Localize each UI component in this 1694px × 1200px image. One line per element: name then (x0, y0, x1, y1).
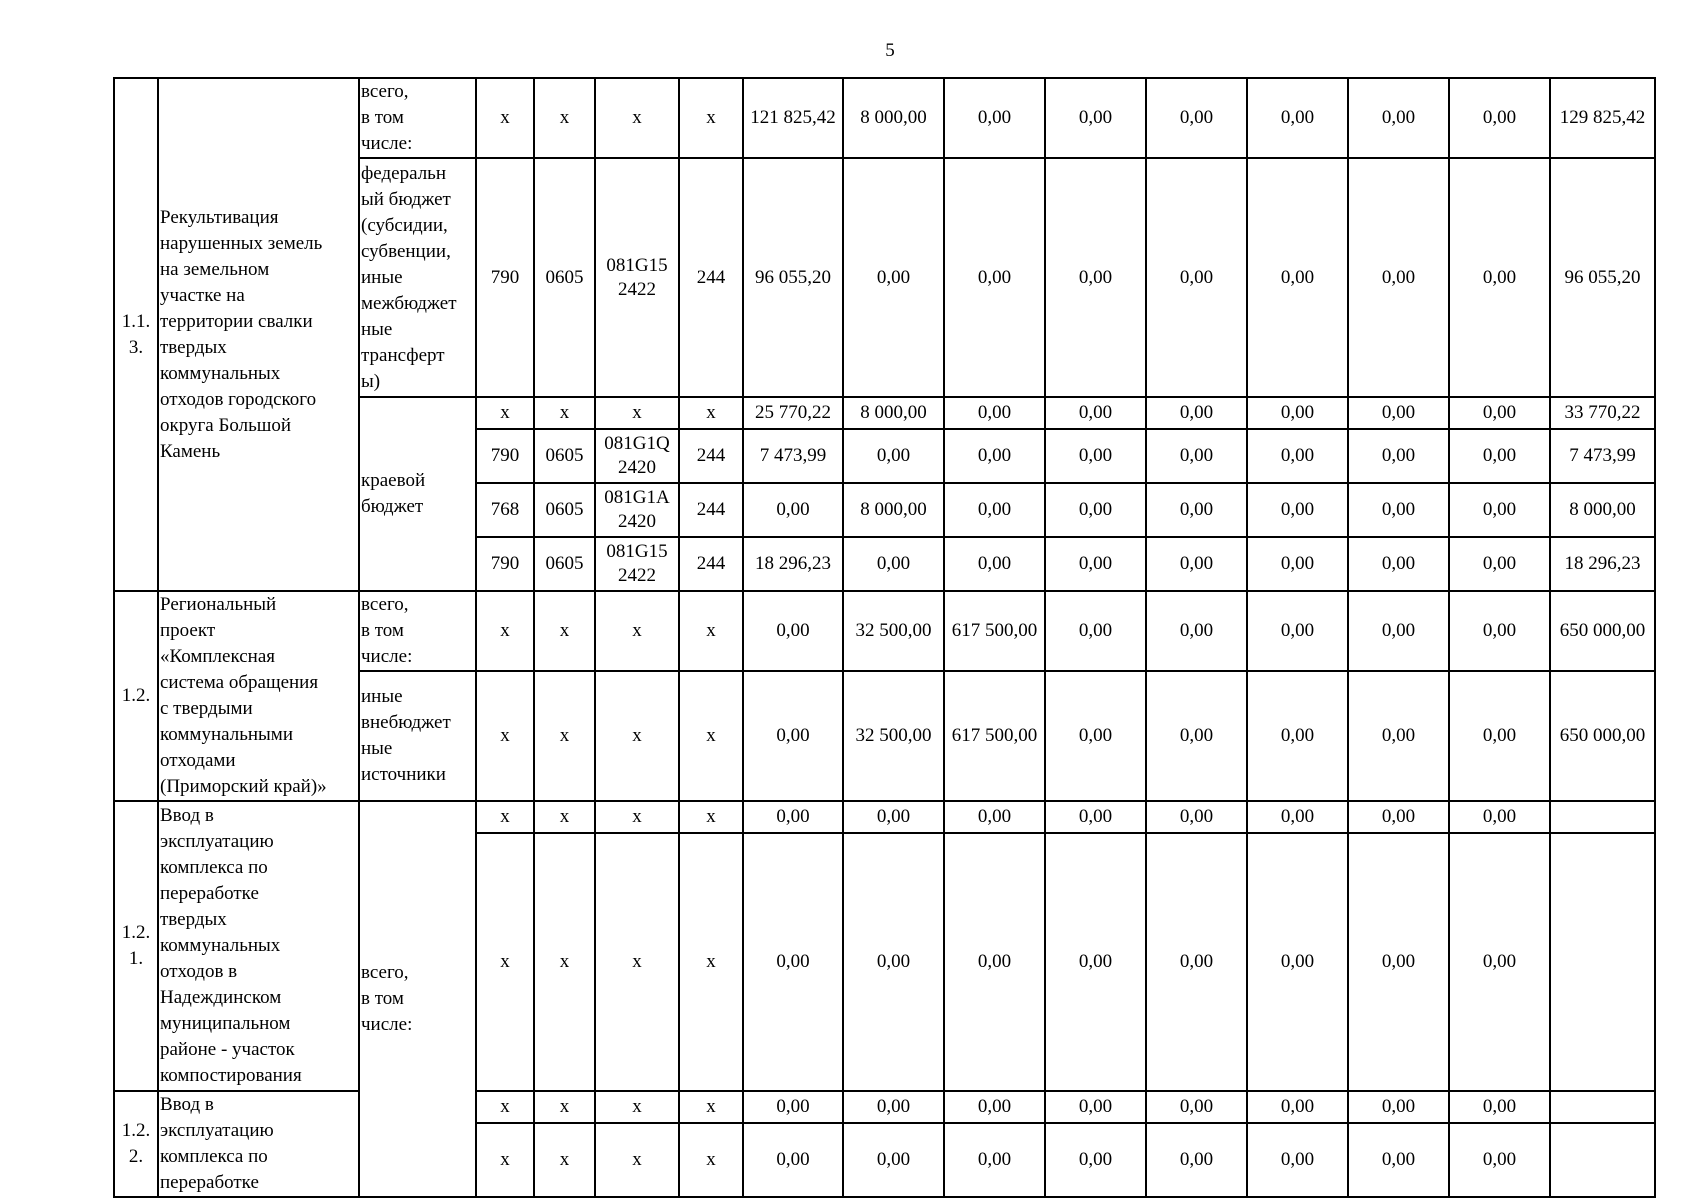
row-index-part: 1.2. (121, 922, 151, 943)
csr-code (595, 158, 679, 397)
source-line: внебюджет (361, 712, 451, 733)
vr-code: x (679, 833, 743, 1091)
value-cell: 0,00 (1045, 1091, 1146, 1123)
vr-code: x (679, 397, 743, 429)
value-cell: 0,00 (843, 801, 944, 833)
page-number: 5 (885, 40, 895, 61)
value-cell: 0,00 (743, 1091, 843, 1123)
value-cell: 0,00 (1449, 801, 1550, 833)
event-name-line: Ввод в (160, 1094, 214, 1115)
source-line: (субсидии, (361, 214, 448, 236)
rz-pr-code: 0605 (534, 537, 595, 591)
source-line: ы) (361, 370, 381, 392)
value-cell: 0,00 (944, 397, 1045, 429)
value-cell: 0,00 (1247, 1123, 1348, 1197)
value-cell: 121 825,42 (743, 78, 843, 158)
csr-code (595, 483, 679, 537)
value-cell: 0,00 (1247, 537, 1348, 591)
value-cell: 0,00 (743, 1123, 843, 1197)
value-cell: 0,00 (1146, 1091, 1247, 1123)
csr-code-part: 2420 (618, 457, 656, 478)
grbs-code: 768 (476, 483, 534, 537)
total-cell: 650 000,00 (1550, 671, 1655, 801)
rz-pr-code: x (534, 1091, 595, 1123)
total-cell (1550, 1123, 1655, 1197)
value-cell: 7 473,99 (743, 429, 843, 483)
csr-code-part: 2422 (618, 565, 656, 586)
event-name-line: Региональный (160, 594, 277, 615)
source-line: в том (361, 988, 404, 1009)
vr-code: 244 (679, 158, 743, 397)
value-cell: 18 296,23 (743, 537, 843, 591)
row-index-part: 2. (128, 1146, 144, 1167)
source-line: числе: (361, 646, 413, 667)
value-cell: 0,00 (1348, 1091, 1449, 1123)
value-cell: 0,00 (1045, 483, 1146, 537)
event-name-line: Рекультивация (160, 206, 279, 228)
value-cell: 0,00 (1449, 1123, 1550, 1197)
value-cell: 0,00 (1146, 78, 1247, 158)
source-line: иные (361, 266, 403, 288)
value-cell: 0,00 (944, 1091, 1045, 1123)
event-name-line: муниципальном (160, 1013, 291, 1034)
event-name-line: коммунальными (160, 724, 293, 745)
event-name-line: районе - участок (160, 1039, 295, 1060)
source-line: субвенции, (361, 240, 451, 262)
rz-pr-code: x (534, 1123, 595, 1197)
vr-code: 244 (679, 537, 743, 591)
event-name (158, 801, 359, 1091)
value-cell: 0,00 (1247, 671, 1348, 801)
value-cell: 0,00 (1045, 801, 1146, 833)
source-line: ные (361, 318, 393, 340)
value-cell: 0,00 (1247, 483, 1348, 537)
source-line: трансферт (361, 344, 445, 366)
value-cell: 0,00 (1247, 591, 1348, 671)
value-cell: 0,00 (843, 1091, 944, 1123)
event-name-line: отходами (160, 750, 236, 771)
row-index (114, 78, 158, 591)
value-cell: 32 500,00 (843, 671, 944, 801)
csr-code: x (595, 78, 679, 158)
value-cell: 0,00 (1449, 78, 1550, 158)
value-cell: 0,00 (1146, 397, 1247, 429)
value-cell: 0,00 (743, 483, 843, 537)
value-cell: 0,00 (1449, 537, 1550, 591)
csr-code: x (595, 833, 679, 1091)
event-name-line: коммунальных (160, 935, 281, 956)
row-index-part: 1.2. (121, 1120, 151, 1141)
csr-code-part: 2422 (618, 278, 656, 300)
event-name-line: эксплуатацию (160, 831, 274, 852)
event-name (158, 78, 359, 591)
value-cell: 0,00 (1247, 833, 1348, 1091)
value-cell: 0,00 (1449, 158, 1550, 397)
event-name-line: переработке (160, 883, 259, 904)
event-name-line: коммунальных (160, 362, 281, 384)
value-cell: 0,00 (843, 429, 944, 483)
value-cell: 0,00 (743, 801, 843, 833)
event-name-line: комплекса по (160, 1146, 268, 1167)
total-cell: 18 296,23 (1550, 537, 1655, 591)
event-name-line: округа Большой (160, 414, 292, 436)
event-name-line: твердых (160, 336, 227, 358)
event-name-line: переработке (160, 1172, 259, 1193)
vr-code: x (679, 78, 743, 158)
value-cell: 0,00 (1045, 537, 1146, 591)
value-cell: 0,00 (843, 1123, 944, 1197)
value-cell: 0,00 (1146, 158, 1247, 397)
value-cell: 0,00 (1449, 591, 1550, 671)
value-cell: 0,00 (1449, 429, 1550, 483)
total-cell (1550, 1091, 1655, 1123)
value-cell: 0,00 (944, 801, 1045, 833)
source-line: в том (361, 620, 404, 641)
funding-source (359, 591, 476, 671)
event-name-line: эксплуатацию (160, 1120, 274, 1141)
csr-code (595, 537, 679, 591)
source-line: источники (361, 764, 446, 785)
event-name-line: Камень (160, 440, 221, 462)
vr-code: x (679, 1091, 743, 1123)
grbs-code: x (476, 591, 534, 671)
event-name-line: Ввод в (160, 805, 214, 826)
source-line: федеральн (361, 162, 447, 184)
source-line: иные (361, 686, 403, 707)
grbs-code: x (476, 671, 534, 801)
funding-source (359, 78, 476, 158)
source-line: всего, (361, 962, 409, 983)
grbs-code: x (476, 78, 534, 158)
source-line: ные (361, 738, 393, 759)
event-name-line: твердых (160, 909, 227, 930)
csr-code: x (595, 801, 679, 833)
funding-source (359, 397, 476, 591)
table-row (114, 591, 1655, 671)
value-cell: 0,00 (1146, 483, 1247, 537)
csr-code: x (595, 1123, 679, 1197)
value-cell: 0,00 (1247, 1091, 1348, 1123)
event-name-line: отходов в (160, 961, 238, 982)
source-line: числе: (361, 133, 413, 154)
value-cell: 0,00 (1449, 1091, 1550, 1123)
value-cell: 0,00 (944, 537, 1045, 591)
value-cell: 0,00 (1348, 483, 1449, 537)
row-index (114, 801, 158, 1091)
event-name-line: на земельном (160, 258, 270, 280)
value-cell: 0,00 (1247, 78, 1348, 158)
event-name-line: «Комплексная (160, 646, 276, 667)
value-cell: 0,00 (1045, 397, 1146, 429)
value-cell: 0,00 (1247, 801, 1348, 833)
csr-code-part: 081G1Q (604, 433, 670, 454)
value-cell: 0,00 (1146, 833, 1247, 1091)
event-name-line: система обращения (160, 672, 319, 693)
value-cell: 0,00 (1247, 397, 1348, 429)
grbs-code: x (476, 397, 534, 429)
grbs-code: x (476, 833, 534, 1091)
value-cell: 0,00 (1449, 397, 1550, 429)
total-cell (1550, 801, 1655, 833)
value-cell: 0,00 (1348, 429, 1449, 483)
grbs-code: x (476, 801, 534, 833)
value-cell: 0,00 (1146, 801, 1247, 833)
value-cell: 96 055,20 (743, 158, 843, 397)
event-name-line: Надеждинском (160, 987, 282, 1008)
source-line: ый бюджет (361, 188, 451, 210)
grbs-code: 790 (476, 537, 534, 591)
source-line: всего, (361, 81, 409, 102)
total-cell: 33 770,22 (1550, 397, 1655, 429)
value-cell: 32 500,00 (843, 591, 944, 671)
vr-code: x (679, 801, 743, 833)
row-index-part: 1. (128, 948, 144, 969)
value-cell: 0,00 (944, 483, 1045, 537)
value-cell: 8 000,00 (843, 483, 944, 537)
value-cell: 0,00 (843, 537, 944, 591)
vr-code: x (679, 591, 743, 671)
event-name-line: комплекса по (160, 857, 268, 878)
value-cell: 0,00 (1146, 1123, 1247, 1197)
event-name (158, 591, 359, 801)
table-row (114, 78, 1655, 158)
rz-pr-code: x (534, 78, 595, 158)
value-cell: 0,00 (1045, 1123, 1146, 1197)
value-cell: 0,00 (1348, 537, 1449, 591)
value-cell: 0,00 (1348, 1123, 1449, 1197)
rz-pr-code: 0605 (534, 158, 595, 397)
value-cell: 0,00 (1247, 158, 1348, 397)
csr-code: x (595, 671, 679, 801)
value-cell: 0,00 (1045, 833, 1146, 1091)
row-index (114, 1091, 158, 1197)
value-cell: 0,00 (1146, 591, 1247, 671)
value-cell: 617 500,00 (944, 671, 1045, 801)
value-cell: 0,00 (944, 429, 1045, 483)
rz-pr-code: 0605 (534, 429, 595, 483)
csr-code-part: 081G1A (604, 487, 670, 508)
source-line: в том (361, 107, 404, 128)
event-name-line: с твердыми (160, 698, 253, 719)
value-cell: 0,00 (1348, 397, 1449, 429)
source-line: числе: (361, 1014, 413, 1035)
grbs-code: x (476, 1123, 534, 1197)
value-cell: 0,00 (1348, 671, 1449, 801)
value-cell: 8 000,00 (843, 397, 944, 429)
event-name-line: проект (160, 620, 216, 641)
value-cell: 0,00 (843, 833, 944, 1091)
grbs-code: x (476, 1091, 534, 1123)
event-name-line: территории свалки (160, 310, 313, 332)
value-cell: 0,00 (743, 671, 843, 801)
value-cell: 8 000,00 (843, 78, 944, 158)
event-name-line: участке на (160, 284, 245, 306)
value-cell: 0,00 (743, 591, 843, 671)
event-name (158, 1091, 359, 1197)
rz-pr-code: x (534, 801, 595, 833)
value-cell: 0,00 (1348, 833, 1449, 1091)
value-cell: 0,00 (1348, 801, 1449, 833)
rz-pr-code: x (534, 591, 595, 671)
event-name-line: отходов городского (160, 388, 317, 410)
source-line: бюджет (361, 496, 424, 517)
rz-pr-code: 0605 (534, 483, 595, 537)
value-cell: 0,00 (1348, 158, 1449, 397)
value-cell: 0,00 (944, 78, 1045, 158)
value-cell: 25 770,22 (743, 397, 843, 429)
event-name-line: компостирования (160, 1065, 302, 1086)
value-cell: 0,00 (1045, 78, 1146, 158)
csr-code: x (595, 1091, 679, 1123)
funding-source (359, 158, 476, 397)
row-index-part: 1.1. (121, 310, 151, 332)
total-cell: 7 473,99 (1550, 429, 1655, 483)
value-cell: 0,00 (1449, 833, 1550, 1091)
value-cell: 0,00 (1146, 671, 1247, 801)
source-line: межбюджет (361, 292, 457, 314)
budget-table (113, 77, 1656, 1198)
event-name-line: нарушенных земель (160, 232, 323, 254)
value-cell: 617 500,00 (944, 591, 1045, 671)
source-line: всего, (361, 594, 409, 615)
rz-pr-code: x (534, 671, 595, 801)
total-cell: 8 000,00 (1550, 483, 1655, 537)
value-cell: 0,00 (1247, 429, 1348, 483)
grbs-code: 790 (476, 158, 534, 397)
csr-code: x (595, 591, 679, 671)
row-index: 1.2. (114, 591, 158, 801)
value-cell: 0,00 (1045, 429, 1146, 483)
value-cell: 0,00 (944, 833, 1045, 1091)
csr-code-part: 081G15 (606, 254, 668, 276)
value-cell: 0,00 (1348, 78, 1449, 158)
csr-code (595, 429, 679, 483)
rz-pr-code: x (534, 397, 595, 429)
value-cell: 0,00 (1449, 483, 1550, 537)
value-cell: 0,00 (944, 158, 1045, 397)
grbs-code: 790 (476, 429, 534, 483)
funding-source (359, 671, 476, 801)
csr-code-part: 2420 (618, 511, 656, 532)
value-cell: 0,00 (1348, 591, 1449, 671)
row-index-part: 3. (128, 336, 144, 358)
csr-code: x (595, 397, 679, 429)
value-cell: 0,00 (1045, 671, 1146, 801)
vr-code: x (679, 1123, 743, 1197)
total-cell: 129 825,42 (1550, 78, 1655, 158)
total-cell: 650 000,00 (1550, 591, 1655, 671)
value-cell: 0,00 (1449, 671, 1550, 801)
value-cell: 0,00 (1146, 537, 1247, 591)
vr-code: 244 (679, 483, 743, 537)
value-cell: 0,00 (743, 833, 843, 1091)
total-cell (1550, 833, 1655, 1091)
value-cell: 0,00 (1045, 591, 1146, 671)
value-cell: 0,00 (944, 1123, 1045, 1197)
table-row (114, 1091, 1655, 1123)
table-row (114, 801, 1655, 833)
vr-code: x (679, 671, 743, 801)
vr-code: 244 (679, 429, 743, 483)
event-name-line: (Приморский край)» (160, 776, 327, 797)
csr-code-part: 081G15 (606, 541, 668, 562)
value-cell: 0,00 (843, 158, 944, 397)
source-line: краевой (361, 470, 426, 491)
total-cell: 96 055,20 (1550, 158, 1655, 397)
value-cell: 0,00 (1146, 429, 1247, 483)
value-cell: 0,00 (1045, 158, 1146, 397)
funding-source (359, 801, 476, 1197)
rz-pr-code: x (534, 833, 595, 1091)
